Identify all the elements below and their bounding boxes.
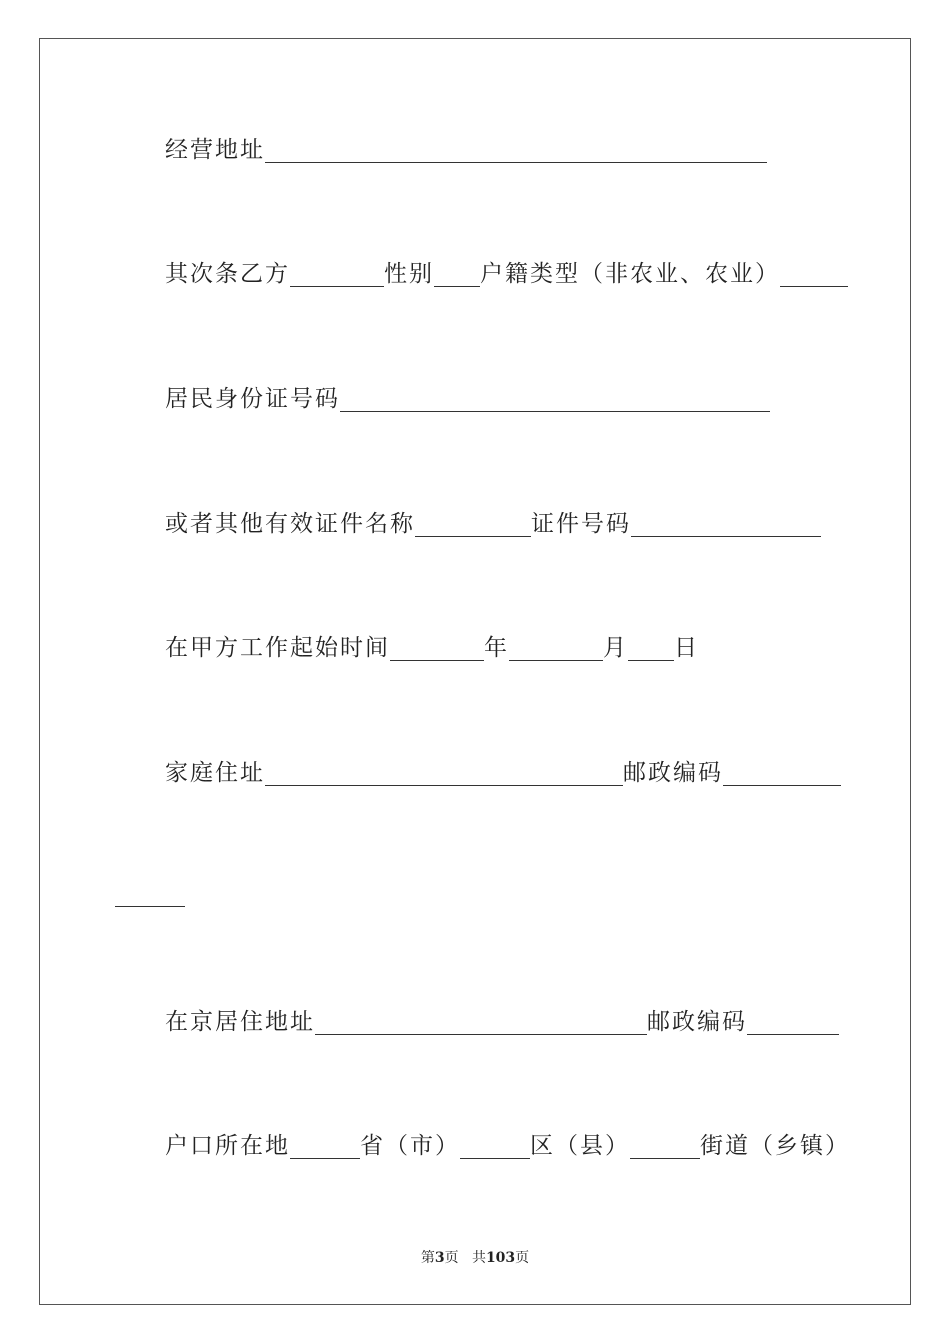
field-home-address bbox=[165, 758, 841, 788]
page-footer bbox=[0, 1247, 950, 1267]
label-party-b: 其次条乙方 bbox=[165, 261, 290, 287]
label-hukou-location: 户口所在地 bbox=[165, 1133, 290, 1159]
footer-page-prefix: 第 bbox=[420, 1250, 435, 1266]
field-id-number bbox=[165, 384, 770, 414]
blank-day[interactable] bbox=[628, 638, 674, 661]
label-start-date: 在甲方工作起始时间 bbox=[165, 635, 390, 661]
label-business-address: 经营地址 bbox=[165, 137, 265, 163]
blank-postcode-beijing[interactable] bbox=[747, 1012, 839, 1035]
label-street: 街道（乡镇） bbox=[700, 1133, 850, 1159]
blank-beijing-address[interactable] bbox=[315, 1012, 647, 1035]
label-id-no: 证件号码 bbox=[531, 511, 631, 537]
label-province: 省（市） bbox=[360, 1133, 460, 1159]
blank-business-address[interactable] bbox=[265, 140, 767, 163]
blank-month[interactable] bbox=[509, 638, 603, 661]
label-gender: 性别 bbox=[384, 261, 434, 287]
label-household-type: 户籍类型（非农业、农业） bbox=[480, 261, 780, 287]
field-party-b bbox=[165, 259, 848, 289]
field-start-date bbox=[165, 633, 699, 663]
blank-postcode-home[interactable] bbox=[723, 763, 841, 786]
blank-household-type[interactable] bbox=[780, 264, 848, 287]
blank-year[interactable] bbox=[390, 638, 484, 661]
blank-home-address[interactable] bbox=[265, 763, 623, 786]
blank-other-id-name[interactable] bbox=[415, 514, 531, 537]
page-border bbox=[39, 38, 911, 1305]
blank-id-no[interactable] bbox=[631, 514, 821, 537]
blank-gender[interactable] bbox=[434, 264, 480, 287]
blank-province[interactable] bbox=[290, 1136, 360, 1159]
footer-page-number: 3 bbox=[434, 1250, 445, 1266]
label-year: 年 bbox=[484, 635, 509, 661]
label-id-number: 居民身份证号码 bbox=[165, 386, 340, 412]
label-month: 月 bbox=[603, 635, 628, 661]
blank-district[interactable] bbox=[460, 1136, 530, 1159]
footer-total-pages: 103 bbox=[485, 1250, 516, 1266]
label-district: 区（县） bbox=[530, 1133, 630, 1159]
label-other-id-name: 或者其他有效证件名称 bbox=[165, 511, 415, 537]
label-day: 日 bbox=[674, 635, 699, 661]
blank-id-number[interactable] bbox=[340, 389, 770, 412]
blank-postcode-home-continued[interactable] bbox=[115, 906, 185, 907]
blank-party-b-name[interactable] bbox=[290, 264, 384, 287]
footer-total-suffix: 页 bbox=[515, 1250, 530, 1266]
field-beijing-address bbox=[165, 1007, 839, 1037]
footer-total-prefix: 共 bbox=[471, 1250, 486, 1266]
field-business-address bbox=[165, 135, 767, 165]
blank-street[interactable] bbox=[630, 1136, 700, 1159]
field-hukou-location bbox=[165, 1131, 850, 1161]
field-other-id bbox=[165, 509, 821, 539]
label-postcode-home: 邮政编码 bbox=[623, 760, 723, 786]
label-postcode-beijing: 邮政编码 bbox=[647, 1009, 747, 1035]
label-beijing-address: 在京居住地址 bbox=[165, 1009, 315, 1035]
footer-page-suffix: 页 bbox=[444, 1250, 459, 1266]
label-home-address: 家庭住址 bbox=[165, 760, 265, 786]
